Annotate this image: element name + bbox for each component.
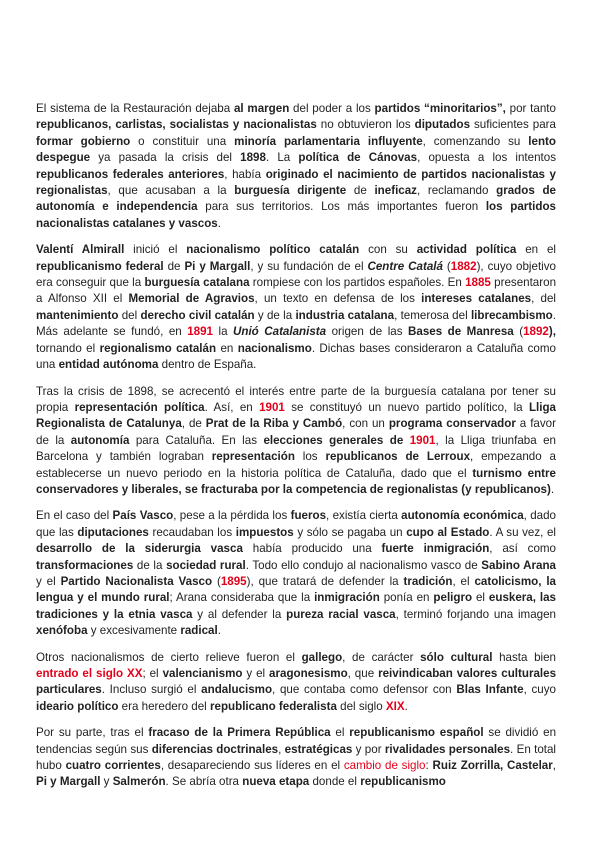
text-segment: no obtuvieron los (316, 118, 415, 132)
text-segment: fracaso de la Primera República (148, 726, 331, 740)
text-segment: Pi y Margall (184, 259, 251, 273)
text-segment: a favor de la (36, 417, 556, 447)
text-segment: donde el (309, 775, 361, 789)
text-segment: , que (347, 667, 379, 680)
text-segment: cupo al Estado (406, 525, 490, 539)
text-segment: republicanismo español (349, 726, 484, 740)
paragraph-pais-vasco (36, 508, 556, 639)
text-segment: Unió Catalanista (233, 325, 327, 339)
text-segment: y el (242, 667, 270, 680)
text-segment: diferencias doctrinales (151, 742, 279, 756)
text-segment: había producido una (242, 542, 382, 556)
text-segment: , opuesta a los intentos (417, 151, 557, 165)
text-segment: Memorial de Agravios (128, 292, 255, 306)
text-segment: tornando el (36, 341, 100, 355)
text-segment: , el (452, 574, 475, 588)
text-segment: turnismo entre conservadores y liberales, se fracturaba por la competencia de regionalistas (y republicanos) (36, 466, 557, 496)
text-segment: partidos “minoritarios”, (374, 102, 506, 115)
text-segment: de (163, 259, 185, 273)
text-segment: . La (265, 151, 299, 165)
document-body (36, 101, 556, 801)
text-segment: ), que tratará de defender la (246, 574, 404, 588)
text-segment: andalucismo (201, 683, 273, 697)
text-segment: catolicismo, la lengua y el mundo rural (36, 574, 557, 605)
text-segment: pureza racial vasca (286, 607, 396, 621)
text-segment: y de la (254, 308, 296, 322)
text-segment: , reclamando (416, 184, 497, 198)
text-segment: para sus territorios. Los más importantes fueron (197, 200, 486, 214)
text-segment: . Más adelante se fundó, en (36, 308, 557, 339)
text-segment: nacionalismo político catalán (186, 243, 360, 257)
text-segment: y por (352, 742, 385, 756)
text-segment: programa conservador (388, 417, 516, 431)
text-segment: ; el (142, 667, 163, 680)
text-segment: , pese a la pérdida los (173, 509, 291, 523)
text-segment: Ruiz Zorrilla, Castelar (432, 759, 553, 773)
text-segment: Sabino Arana (481, 558, 556, 572)
text-segment: representación (211, 450, 295, 464)
paragraph-lliga (36, 384, 556, 499)
text-segment: . (217, 624, 221, 638)
text-segment: . Dichas bases consideraron a Cataluña como una (36, 341, 556, 372)
text-segment: republicanismo (360, 775, 446, 789)
text-segment: minoría parlamentaria influyente (234, 134, 423, 148)
text-segment: Centre Catalá (367, 259, 443, 273)
text-segment: , terminó forjando una imagen (395, 607, 556, 621)
text-segment: . En total hubo (36, 742, 557, 773)
text-segment: entidad autónoma (58, 358, 159, 372)
text-segment: republicano federalista (209, 699, 337, 713)
text-segment: ya pasada la crisis del (90, 151, 241, 165)
text-segment: burguesía catalana (144, 276, 250, 290)
text-segment: Por su parte, tras el (36, 726, 149, 740)
text-segment: y sólo se pagaba un (293, 525, 407, 539)
text-segment: 1901 (259, 400, 285, 414)
text-segment: republicanos, carlistas, socialistas y nacionalistas (36, 118, 317, 132)
text-segment: . Así, en (204, 400, 260, 414)
text-segment: 1885 (465, 276, 491, 290)
text-segment: de (346, 184, 375, 198)
text-segment: los partidos nacionalistas catalanes y vascos (36, 200, 556, 230)
text-segment: dentro de España. (158, 358, 257, 372)
text-segment: y el (36, 574, 61, 588)
text-segment: . (217, 216, 221, 230)
paragraph-restauracion (36, 101, 556, 232)
text-segment: intereses catalanes (421, 292, 532, 306)
text-segment: 1892 (523, 325, 549, 339)
text-segment: , había (224, 167, 266, 181)
text-segment: . (550, 482, 555, 496)
text-segment: del poder a los (289, 102, 375, 115)
paragraph-otros-nacionalismos (36, 650, 556, 716)
text-segment: , de (181, 417, 206, 431)
text-segment: radical (180, 624, 218, 638)
text-segment: , empezando a establecerse un nuevo periodo en la historia política de Cataluña, dado que el (36, 450, 557, 480)
text-segment: con su (359, 243, 417, 257)
text-segment: industria catalana (295, 308, 395, 322)
text-segment: tradición (403, 574, 453, 588)
text-segment: ponía en (379, 591, 434, 605)
text-segment: 1882 (450, 259, 477, 273)
text-segment: inmigración (314, 591, 380, 605)
text-segment: 1901 (409, 433, 436, 447)
text-segment: . Se abría otra (165, 775, 243, 789)
text-segment: , la Lliga triunfaba en Barcelona y también lograban (36, 433, 556, 464)
text-segment: XIX (385, 699, 405, 713)
text-segment: , de carácter (342, 650, 421, 664)
text-segment: lento despegue (36, 134, 556, 165)
text-segment: Valentí Almirall (36, 243, 125, 257)
text-segment: hasta bien (492, 650, 557, 664)
text-segment: Bases de Manresa (408, 325, 514, 339)
text-segment: Tras la crisis de 1898, se acrecentó el interés entre parte de la burguesía catalana por tener su propia (36, 384, 556, 414)
text-segment: autonomía económica (401, 509, 524, 523)
text-segment: El sistema de la Restauración dejaba (36, 102, 234, 115)
text-segment: Partido Nacionalista Vasco (60, 574, 213, 588)
text-segment: del siglo (336, 699, 386, 713)
text-segment: , desapareciendo sus líderes en el (160, 759, 344, 773)
text-segment: , cuyo (523, 683, 556, 697)
text-segment: y (100, 775, 113, 789)
text-segment: cambio de siglo (343, 759, 426, 773)
text-segment: librecambismo (470, 308, 553, 322)
text-segment: de la (133, 558, 167, 572)
text-segment: ; Arana consideraba que la (169, 591, 315, 605)
text-segment: era heredero del (118, 699, 210, 713)
text-segment: el (330, 726, 350, 740)
text-segment: del (118, 308, 141, 322)
text-segment: transformaciones (36, 558, 134, 572)
text-segment: diputados (414, 118, 471, 132)
text-segment: euskera, las tradiciones y la etnia vasca (36, 591, 556, 621)
text-segment: la (213, 325, 233, 339)
text-segment: peligro (433, 591, 473, 605)
text-segment: suficientes para (470, 118, 556, 132)
text-segment: presentaron a Alfonso XII el (36, 276, 557, 306)
text-segment: nacionalismo (237, 341, 312, 355)
text-segment: , que contaba como defensor con (272, 683, 457, 697)
text-segment: xenófoba (36, 624, 88, 638)
text-segment: País Vasco (112, 509, 174, 523)
text-segment: . (404, 699, 408, 713)
text-segment: . Todo ello condujo al nacionalismo vasco de (245, 558, 482, 572)
text-segment: ), cuyo objetivo era conseguir que la (36, 259, 556, 290)
text-segment: ( (442, 259, 451, 273)
text-segment: En el caso del (36, 509, 113, 523)
text-segment: se constituyó un nuevo partido político, la (284, 400, 529, 414)
text-segment: o constituir una (130, 134, 235, 148)
text-segment: rompiese con los partidos españoles. En (249, 276, 466, 290)
text-segment: formar gobierno (36, 134, 131, 148)
text-segment: regionalismo catalán (99, 341, 217, 355)
text-segment: Blas Infante (456, 683, 524, 697)
text-segment: origen de las (326, 325, 409, 339)
text-segment: sociedad rural (166, 558, 246, 572)
text-segment: , comenzando su (422, 134, 529, 148)
text-segment: y excesivamente (87, 624, 181, 638)
text-segment: por tanto (505, 102, 556, 115)
text-segment: entrado el siglo XX (36, 667, 143, 680)
text-segment: en (216, 341, 238, 355)
text-segment: inició el (124, 243, 187, 257)
text-segment: 1895 (220, 574, 247, 588)
text-segment: , existía cierta (326, 509, 402, 523)
text-segment: , y su fundación de el (250, 259, 368, 273)
text-segment: Salmerón (112, 775, 166, 789)
text-segment: y al defender la (192, 607, 287, 621)
text-segment: republicanos de Lerroux (325, 450, 471, 464)
text-segment: elecciones generales de (263, 433, 410, 447)
text-segment: , (278, 742, 285, 756)
text-segment: autonomía (70, 433, 130, 447)
text-segment: desarrollo de la siderurgia vasca (36, 542, 243, 556)
text-segment: : (425, 759, 433, 773)
text-segment: Pi y Margall (36, 775, 101, 789)
text-segment: impuestos (235, 525, 294, 539)
text-segment: al margen (233, 102, 290, 115)
text-segment: originado el nacimiento de partidos nacionalistas y regionalistas (36, 167, 556, 198)
text-segment: recaudaban los (148, 525, 236, 539)
text-segment: , (552, 759, 557, 773)
text-segment: 1898 (240, 151, 266, 165)
text-segment: valencianismo (162, 667, 243, 680)
text-segment: nueva etapa (242, 775, 310, 789)
text-segment: reivindicaban valores culturales particulares (36, 667, 557, 697)
text-segment: burguesía dirigente (234, 184, 347, 198)
text-segment: cuatro corrientes (65, 759, 161, 773)
text-segment: ( (513, 325, 524, 339)
text-segment: republicanos federales anteriores (36, 167, 225, 181)
text-segment: el (472, 591, 489, 605)
text-segment: ), (548, 325, 556, 339)
text-segment: ineficaz (374, 184, 417, 198)
text-segment: , del (531, 292, 557, 306)
text-segment: aragonesismo (269, 667, 348, 680)
text-segment: fuerte inmigración (381, 542, 490, 556)
text-segment: , con un (342, 417, 389, 431)
text-segment: . A su vez, el (489, 525, 556, 539)
text-segment: grados de autonomía e independencia (36, 184, 556, 214)
text-segment: Lliga Regionalista de Catalunya (36, 400, 556, 431)
paragraph-almirall (36, 242, 556, 373)
paragraph-republicanismo (36, 725, 556, 791)
text-segment: en el (516, 243, 556, 257)
text-segment: ( (212, 574, 221, 588)
text-segment: representación política (74, 400, 205, 414)
text-segment: , temerosa del (394, 308, 471, 322)
text-segment: 1891 (187, 325, 213, 339)
text-segment: , un texto en defensa de los (254, 292, 422, 306)
text-segment: republicanismo federal (36, 259, 164, 273)
text-segment: diputaciones (77, 525, 149, 539)
text-segment: para Cataluña. En las (129, 433, 264, 447)
text-segment: gallego (301, 650, 343, 664)
text-segment: estratégicas (284, 742, 353, 756)
text-segment: se dividió en tendencias según sus (36, 726, 557, 756)
text-segment: sólo cultural (420, 650, 493, 664)
text-segment: actividad política (416, 243, 517, 257)
text-segment: , dado que las (36, 509, 557, 539)
text-segment: los (294, 450, 326, 464)
text-segment: fueros (290, 509, 327, 523)
text-segment: Prat de la Riba y Cambó (205, 417, 343, 431)
text-segment: Otros nacionalismos de cierto relieve fueron el (36, 650, 302, 664)
text-segment: política de Cánovas (298, 151, 418, 165)
text-segment: derecho civil catalán (140, 308, 255, 322)
text-segment: mantenimiento (36, 308, 119, 322)
text-segment: ideario político (36, 699, 119, 713)
text-segment: , así como (489, 542, 557, 556)
text-segment: rivalidades personales (384, 742, 511, 756)
text-segment: , que acusaban a la (107, 184, 235, 198)
text-segment: . Incluso surgió el (101, 683, 202, 697)
